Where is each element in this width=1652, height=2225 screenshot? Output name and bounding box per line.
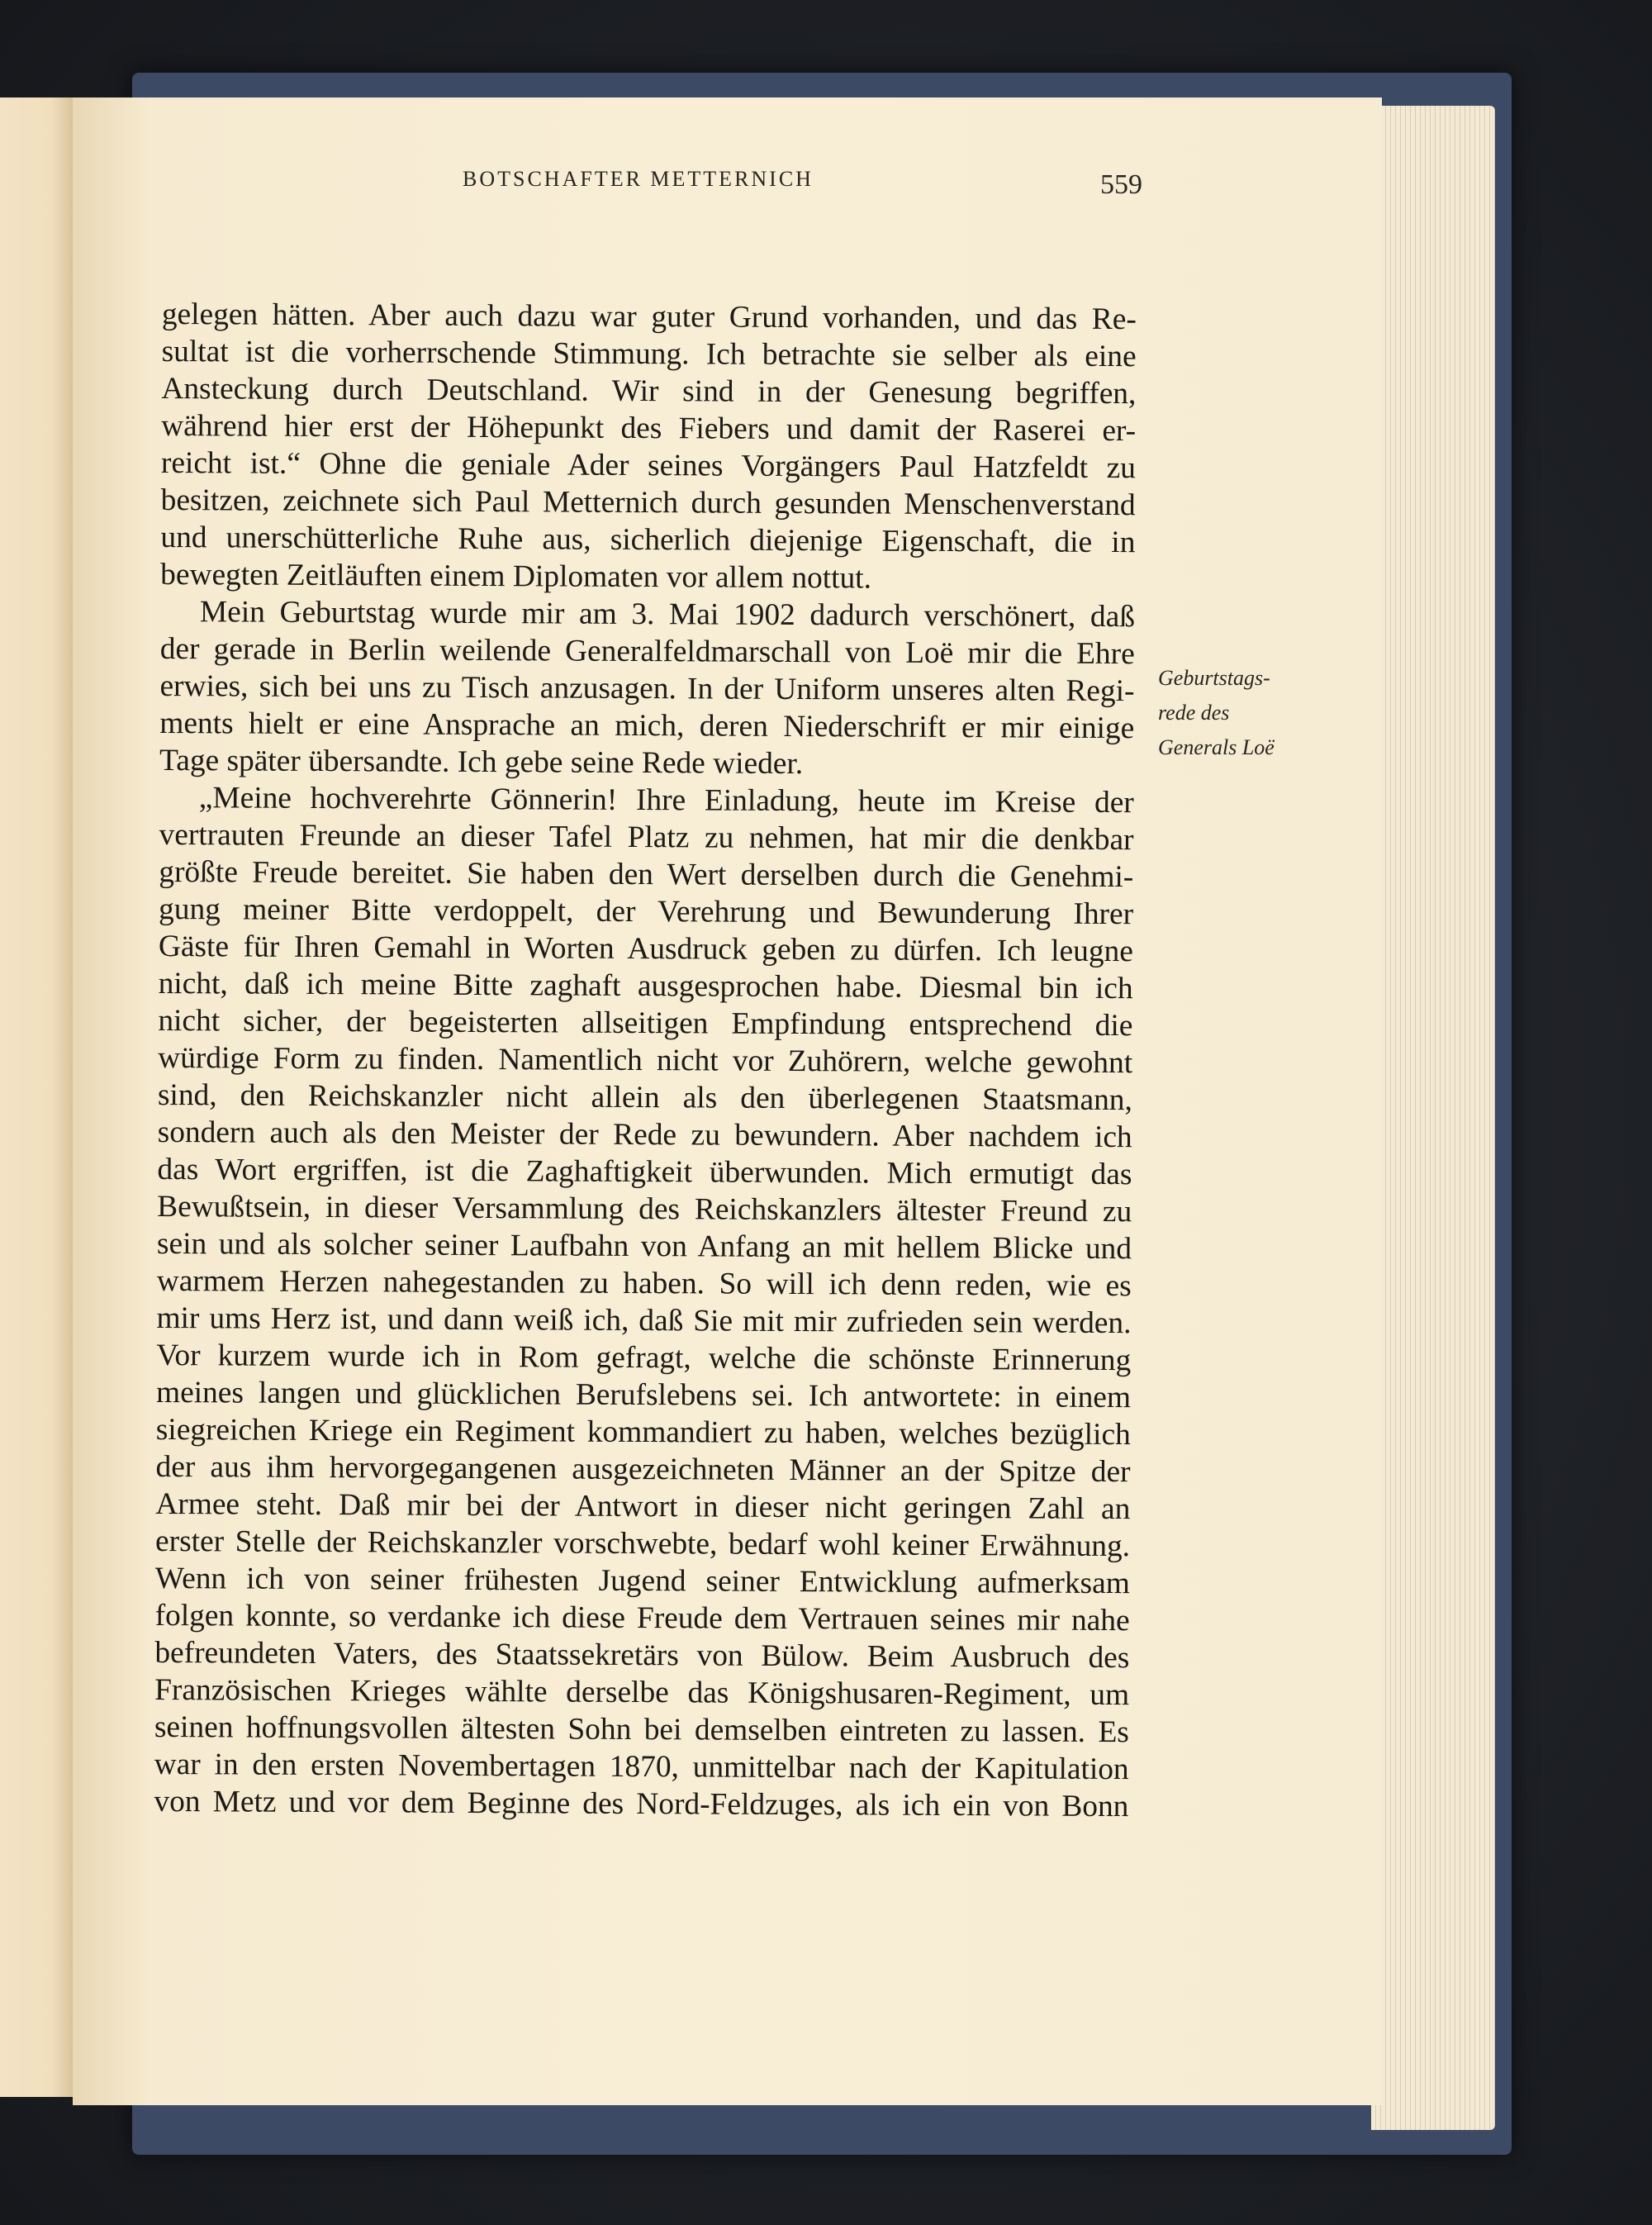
text-line: seinen hoffnungsvollen ältesten Sohn bei demselben eintreten zu lassen. Es: [154, 1709, 1130, 1750]
text-line: nicht, daß ich meine Bitte zaghaft ausgesprochen habe. Diesmal bin ich: [158, 966, 1133, 1006]
text-line: Französischen Krieges wählte derselbe das Königshusaren-Regiment, um: [154, 1672, 1130, 1713]
text-line: Ansteckung durch Deutschland. Wir sind in der Genesung begriffen,: [161, 371, 1137, 411]
text-line: der aus ihm hervorgegangenen ausgezeichneten Männer an der Spitze der: [155, 1449, 1131, 1490]
marginal-note: [1158, 661, 1275, 765]
text-line: Wenn ich von seiner frühesten Jugend seiner Entwicklung aufmerksam: [154, 1561, 1130, 1601]
text-line: sultat ist die vorherrschende Stimmung. Ich betrachte sie selber als eine: [161, 334, 1137, 374]
text-line: reicht ist.“ Ohne die geniale Ader seines Vorgängers Paul Hatzfeldt zu: [160, 445, 1137, 486]
page-stack-edge: [1371, 106, 1495, 2130]
text-line: das Wort ergriffen, ist die Zaghaftigkeit überwunden. Mich ermutigt das: [157, 1152, 1132, 1192]
text-line: der gerade in Berlin weilende Generalfeldmarschall von Loë mir die Ehre: [159, 631, 1135, 672]
text-line: gung meiner Bitte verdoppelt, der Verehrung und Bewunderung Ihrer: [159, 891, 1134, 932]
body-text: [154, 296, 1137, 1825]
text-line: größte Freude bereitet. Sie haben den Wert derselben durch die Genehmi-: [159, 854, 1134, 895]
text-line: sind, den Reichskanzler nicht allein als den überlegenen Staatsmann,: [157, 1077, 1133, 1118]
facing-page-edge: [0, 97, 73, 2097]
text-line: warmem Herzen nahegestanden zu haben. So will ich denn reden, wie es: [156, 1263, 1132, 1304]
text-line: besitzen, zeichnete sich Paul Metternich durch gesunden Menschenverstand: [160, 483, 1136, 523]
text-line: Tage später übersandte. Ich gebe seine Rede wieder.: [159, 743, 804, 782]
text-line: meines langen und glücklichen Berufslebens sei. Ich antwortete: in einem: [155, 1375, 1132, 1415]
text-line: von Metz und vor dem Beginne des Nord-Feldzuges, als ich ein von Bonn: [154, 1784, 1129, 1824]
text-line: „Meine hochverehrte Gönnerin! Ihre Einladung, heute im Kreise der: [198, 781, 1134, 820]
paragraph: [160, 296, 1137, 598]
text-line: sein und als solcher seiner Laufbahn von Anfang an mit hellem Blicke und: [156, 1226, 1132, 1267]
text-line: erwies, sich bei uns zu Tisch anzusagen. In der Uniform unseres alten Regi-: [159, 668, 1135, 709]
text-line: siegreichen Kriege ein Regiment kommandiert zu haben, welches bezüglich: [155, 1412, 1131, 1452]
marginal-note-line: Geburtstags-: [1158, 666, 1270, 690]
text-line: würdige Form zu finden. Namentlich nicht vor Zuhörern, welche gewohnt: [158, 1040, 1133, 1081]
text-line: gelegen hätten. Aber auch dazu war guter Grund vorhanden, und das Re-: [161, 297, 1137, 337]
running-title: BOTSCHAFTER METTERNICH: [463, 167, 814, 191]
text-line: sondern auch als den Meister der Rede zu bewundern. Aber nachdem ich: [157, 1115, 1132, 1155]
text-line: Vor kurzem wurde ich in Rom gefragt, welche die schönste Erinnerung: [156, 1338, 1132, 1378]
text-line: Armee steht. Daß mir bei der Antwort in dieser nicht geringen Zahl an: [155, 1486, 1131, 1527]
text-line: mir ums Herz ist, und dann weiß ich, daß Sie mit mir zufrieden sein werden.: [156, 1300, 1132, 1341]
text-line: vertrauten Freunde an dieser Tafel Platz zu nehmen, hat mir die denkbar: [159, 817, 1134, 858]
text-line: folgen konnte, so verdanke ich diese Freude dem Vertrauen seines mir nahe: [154, 1598, 1130, 1638]
page-number: 559: [1100, 169, 1142, 200]
paragraph: [154, 779, 1134, 1825]
text-line: nicht sicher, der begeisterten allseitigen Empfindung entsprechend die: [158, 1003, 1133, 1044]
text-line: Gäste für Ihren Gemahl in Worten Ausdruck geben zu dürfen. Ich leugne: [158, 929, 1133, 969]
text-line: ments hielt er eine Ansprache an mich, deren Niederschrift er mir einige: [159, 706, 1135, 746]
marginal-note-line: rede des: [1158, 701, 1230, 725]
paragraph: [159, 593, 1135, 784]
text-line: erster Stelle der Reichskanzler vorschwebte, bedarf wohl keiner Erwähnung.: [154, 1524, 1131, 1564]
text-line: Mein Geburtstag wurde mir am 3. Mai 1902 dadurch verschönert, daß: [199, 595, 1136, 635]
text-line: Bewußtsein, in dieser Versammlung des Reichskanzlers ältester Freund zu: [157, 1189, 1132, 1229]
marginal-note-line: Generals Loë: [1158, 735, 1275, 759]
text-line: befreundeten Vaters, des Staatssekretärs von Bülow. Beim Ausbruch des: [154, 1635, 1130, 1676]
text-line: war in den ersten Novembertagen 1870, unmittelbar nach der Kapitulation: [154, 1747, 1129, 1787]
text-line: während hier erst der Höhepunkt des Fiebers und damit der Raserei er-: [161, 408, 1137, 449]
text-line: und unerschütterliche Ruhe aus, sicherlich diejenige Eigenschaft, die in: [160, 520, 1136, 560]
text-line: bewegten Zeitläuften einem Diplomaten vor allem nottut.: [160, 557, 872, 596]
